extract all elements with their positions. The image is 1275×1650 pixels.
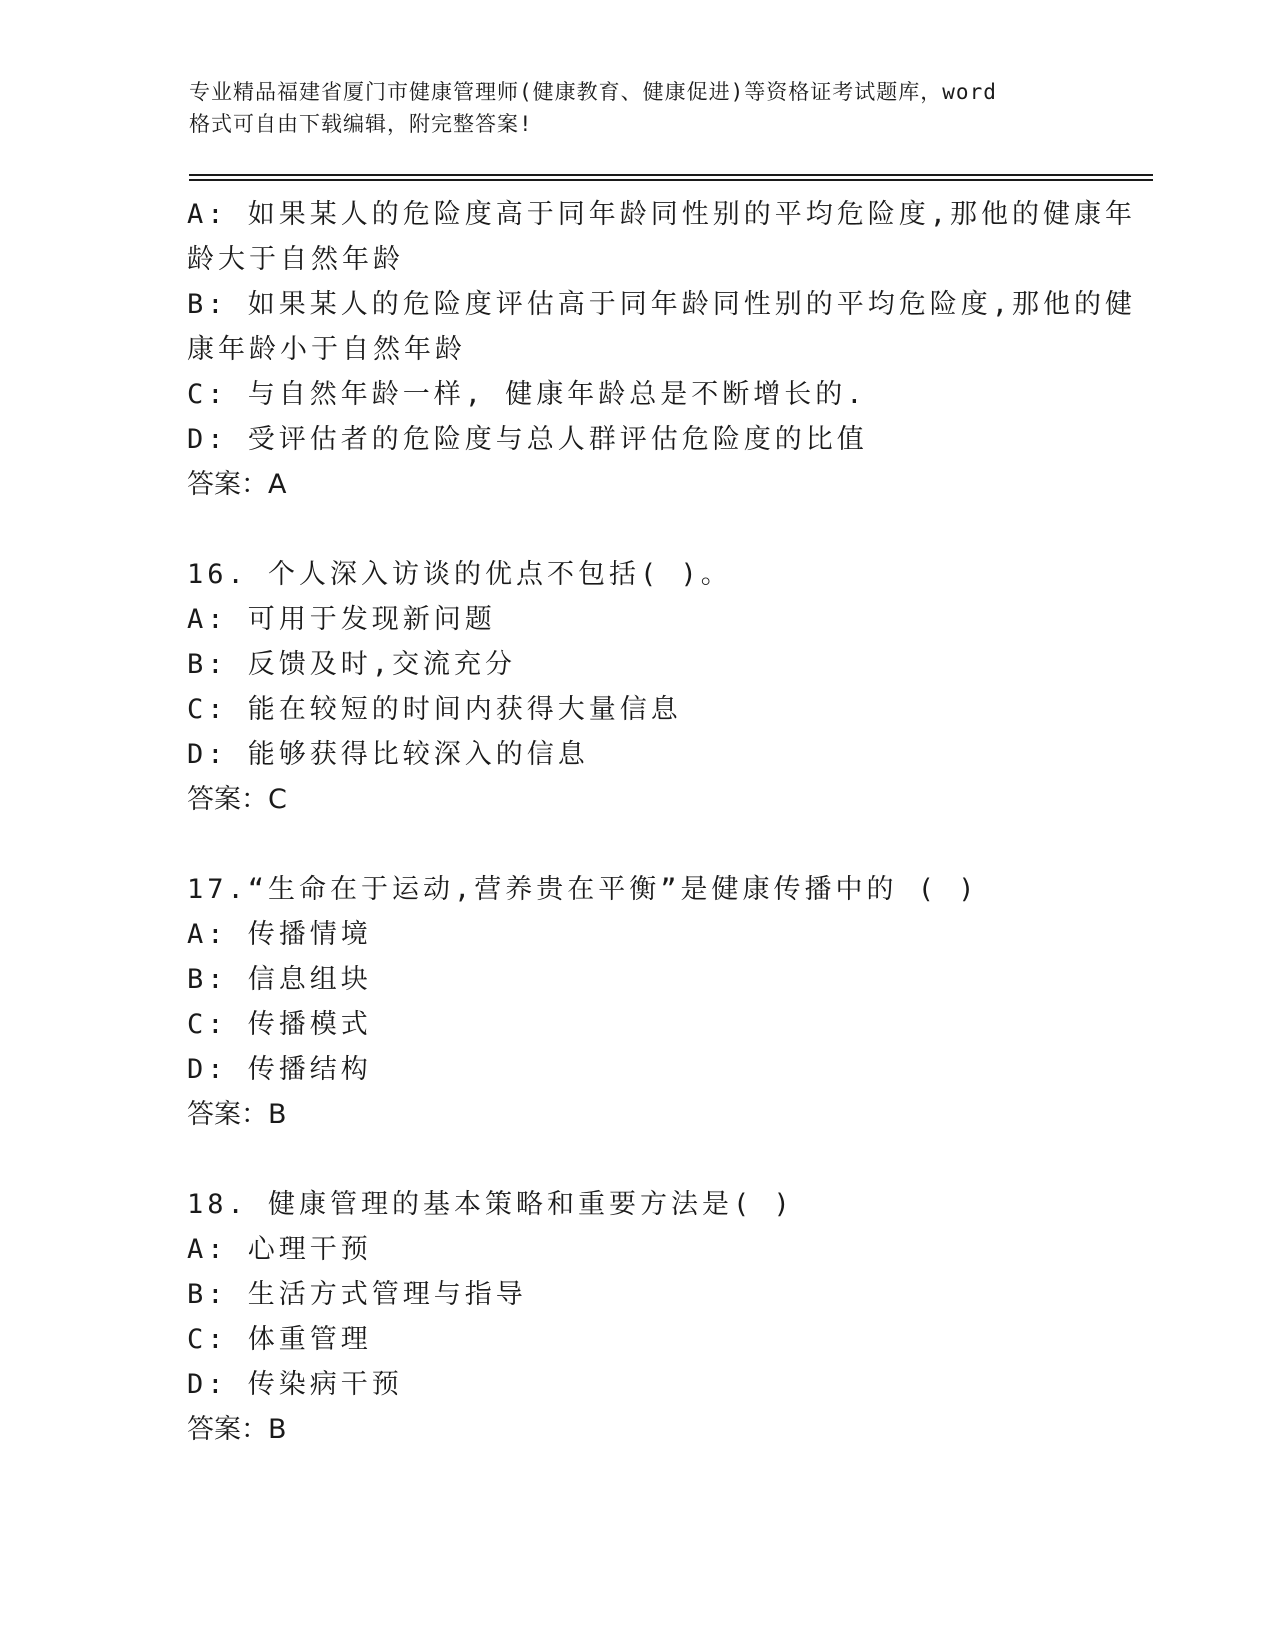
prev-option-a-line2: 龄大于自然年龄 xyxy=(187,244,404,275)
q17-stem: 17.“生命在于运动,营养贵在平衡”是健康传播中的 ( ) xyxy=(187,874,979,905)
q16-answer: 答案：C xyxy=(187,784,287,815)
q18-option-b: B: 生活方式管理与指导 xyxy=(187,1279,527,1310)
header-line-2: 格式可自由下载编辑，附完整答案! xyxy=(189,112,533,136)
q18-stem: 18. 健康管理的基本策略和重要方法是( ) xyxy=(187,1189,794,1220)
q18-answer: 答案：B xyxy=(187,1414,287,1445)
q16-option-d: D: 能够获得比较深入的信息 xyxy=(187,739,589,770)
header-rule-top xyxy=(189,174,1153,176)
header-rule-bottom xyxy=(189,179,1153,181)
q16-stem: 16. 个人深入访谈的优点不包括( )。 xyxy=(187,559,732,590)
prev-option-a-line1: A: 如果某人的危险度高于同年龄同性别的平均危险度,那他的健康年 xyxy=(187,199,1137,230)
prev-option-d: D: 受评估者的危险度与总人群评估危险度的比值 xyxy=(187,424,868,455)
q17-option-c: C: 传播模式 xyxy=(187,1009,372,1040)
q17-answer: 答案：B xyxy=(187,1099,287,1130)
header-line-1: 专业精品福建省厦门市健康管理师(健康教育、健康促进)等资格证考试题库，word xyxy=(189,80,997,104)
prev-option-b-line1: B: 如果某人的危险度评估高于同年龄同性别的平均危险度,那他的健 xyxy=(187,289,1137,320)
q18-option-a: A: 心理干预 xyxy=(187,1234,372,1265)
prev-answer: 答案：A xyxy=(187,469,287,500)
q18-option-c: C: 体重管理 xyxy=(187,1324,372,1355)
prev-option-b-line2: 康年龄小于自然年龄 xyxy=(187,334,466,365)
prev-option-c: C: 与自然年龄一样, 健康年龄总是不断增长的. xyxy=(187,379,867,410)
q16-option-c: C: 能在较短的时间内获得大量信息 xyxy=(187,694,682,725)
q16-option-b: B: 反馈及时,交流充分 xyxy=(187,649,517,680)
q16-option-a: A: 可用于发现新问题 xyxy=(187,604,496,635)
q18-option-d: D: 传染病干预 xyxy=(187,1369,403,1400)
q17-option-b: B: 信息组块 xyxy=(187,964,372,995)
q17-option-a: A: 传播情境 xyxy=(187,919,372,950)
q17-option-d: D: 传播结构 xyxy=(187,1054,372,1085)
